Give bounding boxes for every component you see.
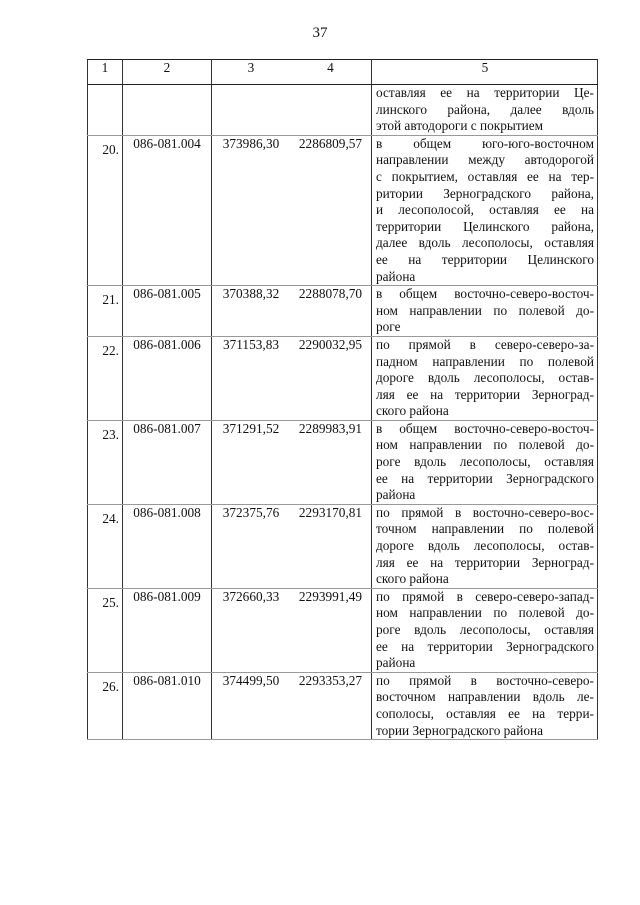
description-line: с покрытием, оставляя ее на тер- xyxy=(376,168,594,184)
y-coordinate-cell: 2288078,70 xyxy=(290,286,372,337)
page-number: 37 xyxy=(312,25,328,41)
column-header-2: 2 xyxy=(123,60,212,85)
point-number-cell: 26. xyxy=(88,672,123,739)
description-line: падном направлении по полевой xyxy=(376,353,594,369)
description-line: территории Целинского района, xyxy=(376,218,594,234)
description-line: ном направлении по полевой до- xyxy=(376,605,594,621)
y-coordinate-cell: 2293170,81 xyxy=(290,504,372,588)
point-code-cell: 086-081.008 xyxy=(123,504,212,588)
description-line: дороге вдоль лесополосы, остав- xyxy=(376,370,594,386)
table-row xyxy=(88,420,598,504)
description-line: точном направлении по полевой xyxy=(376,521,594,537)
description-line: сополосы, оставляя ее на терри- xyxy=(376,705,594,721)
point-number-cell: 21. xyxy=(88,286,123,337)
boundary-points-table xyxy=(87,59,598,740)
point-code-cell: 086-081.007 xyxy=(123,420,212,504)
description-line: восточном направлении вдоль ле- xyxy=(376,689,594,705)
point-number-cell: 22. xyxy=(88,336,123,420)
table-row xyxy=(88,286,598,337)
description-line: ее на территории Зерноградского xyxy=(376,638,594,654)
table-body xyxy=(88,60,598,740)
description-line: и лесополосой, оставляя ее на xyxy=(376,202,594,218)
point-number-cell: 24. xyxy=(88,504,123,588)
description-line: в общем юго-юго-восточном xyxy=(376,135,594,151)
description-line: в общем восточно-северо-восточ- xyxy=(376,286,594,302)
boundary-description-cell xyxy=(372,286,598,337)
description-line: роге вдоль лесополосы, оставляя xyxy=(376,454,594,470)
column-header-5: 5 xyxy=(372,60,598,85)
point-code-cell: 086-081.009 xyxy=(123,588,212,672)
description-line: района xyxy=(376,655,416,671)
description-line: роге вдоль лесополосы, оставляя xyxy=(376,622,594,637)
table-row xyxy=(88,504,598,588)
x-coordinate-cell: 372375,76 xyxy=(212,504,291,588)
description-line: по прямой в восточно-северо- xyxy=(376,672,594,688)
x-coordinate-cell xyxy=(212,85,291,136)
table-row xyxy=(88,85,598,136)
description-line: дороге вдоль лесополосы, остав- xyxy=(376,538,594,554)
description-line: этой автодороги с покрытием xyxy=(376,118,544,134)
point-code-cell xyxy=(123,85,212,136)
x-coordinate-cell: 371153,83 xyxy=(212,336,291,420)
description-line: ее на территории Целинского xyxy=(376,251,594,267)
boundary-description-cell xyxy=(372,672,598,739)
description-line: направлении между автодорогой xyxy=(376,152,594,168)
y-coordinate-cell xyxy=(290,85,372,136)
description-line: по прямой в восточно-северо-вос- xyxy=(376,504,594,520)
description-line: по прямой в северо-северо-запад- xyxy=(376,588,594,604)
description-line: ее на территории Зерноградского xyxy=(376,470,594,486)
description-line: района xyxy=(376,268,416,284)
description-line: ского района xyxy=(376,571,449,587)
description-line: в общем восточно-северо-восточ- xyxy=(376,420,594,436)
x-coordinate-cell: 371291,52 xyxy=(212,420,291,504)
point-code-cell: 086-081.006 xyxy=(123,336,212,420)
description-line: ном направлении по полевой до- xyxy=(376,302,594,318)
point-number-cell xyxy=(88,85,123,136)
table-header-row xyxy=(88,60,598,85)
point-code-cell: 086-081.005 xyxy=(123,286,212,337)
boundary-description-cell xyxy=(372,85,598,136)
y-coordinate-cell: 2293991,49 xyxy=(290,588,372,672)
description-line: района xyxy=(376,487,416,503)
point-code-cell: 086-081.004 xyxy=(123,135,212,285)
column-header-4: 4 xyxy=(290,60,372,85)
description-line: ского района xyxy=(376,403,449,419)
boundary-description-cell xyxy=(372,420,598,504)
column-header-1: 1 xyxy=(88,60,123,85)
description-line: ном направлении по полевой до- xyxy=(376,437,594,453)
table-row xyxy=(88,135,598,285)
table-row xyxy=(88,672,598,739)
boundary-description-cell xyxy=(372,588,598,672)
x-coordinate-cell: 373986,30 xyxy=(212,135,291,285)
table-row xyxy=(88,336,598,420)
point-code-cell: 086-081.010 xyxy=(123,672,212,739)
y-coordinate-cell: 2293353,27 xyxy=(290,672,372,739)
description-line: по прямой в северо-северо-за- xyxy=(376,336,594,352)
column-header-3: 3 xyxy=(212,60,291,85)
description-line: ритории Зерноградского района, xyxy=(376,185,594,201)
table-row xyxy=(88,588,598,672)
description-line: ляя ее на территории Зерноград- xyxy=(376,386,594,402)
boundary-description-cell xyxy=(372,135,598,285)
description-line: ляя ее на территории Зерноград- xyxy=(376,554,594,570)
point-number-cell: 23. xyxy=(88,420,123,504)
x-coordinate-cell: 374499,50 xyxy=(212,672,291,739)
x-coordinate-cell: 370388,32 xyxy=(212,286,291,337)
description-line: тории Зерноградского района xyxy=(376,722,543,738)
point-number-cell: 20. xyxy=(88,135,123,285)
y-coordinate-cell: 2289983,91 xyxy=(290,420,372,504)
description-line: роге xyxy=(376,319,401,335)
description-line: оставляя ее на территории Це- xyxy=(376,85,594,100)
boundary-description-cell xyxy=(372,336,598,420)
y-coordinate-cell: 2286809,57 xyxy=(290,135,372,285)
boundary-description-cell xyxy=(372,504,598,588)
point-number-cell: 25. xyxy=(88,588,123,672)
description-line: линского района, далее вдоль xyxy=(376,101,594,117)
y-coordinate-cell: 2290032,95 xyxy=(290,336,372,420)
description-line: далее вдоль лесополосы, оставляя xyxy=(376,235,594,251)
x-coordinate-cell: 372660,33 xyxy=(212,588,291,672)
